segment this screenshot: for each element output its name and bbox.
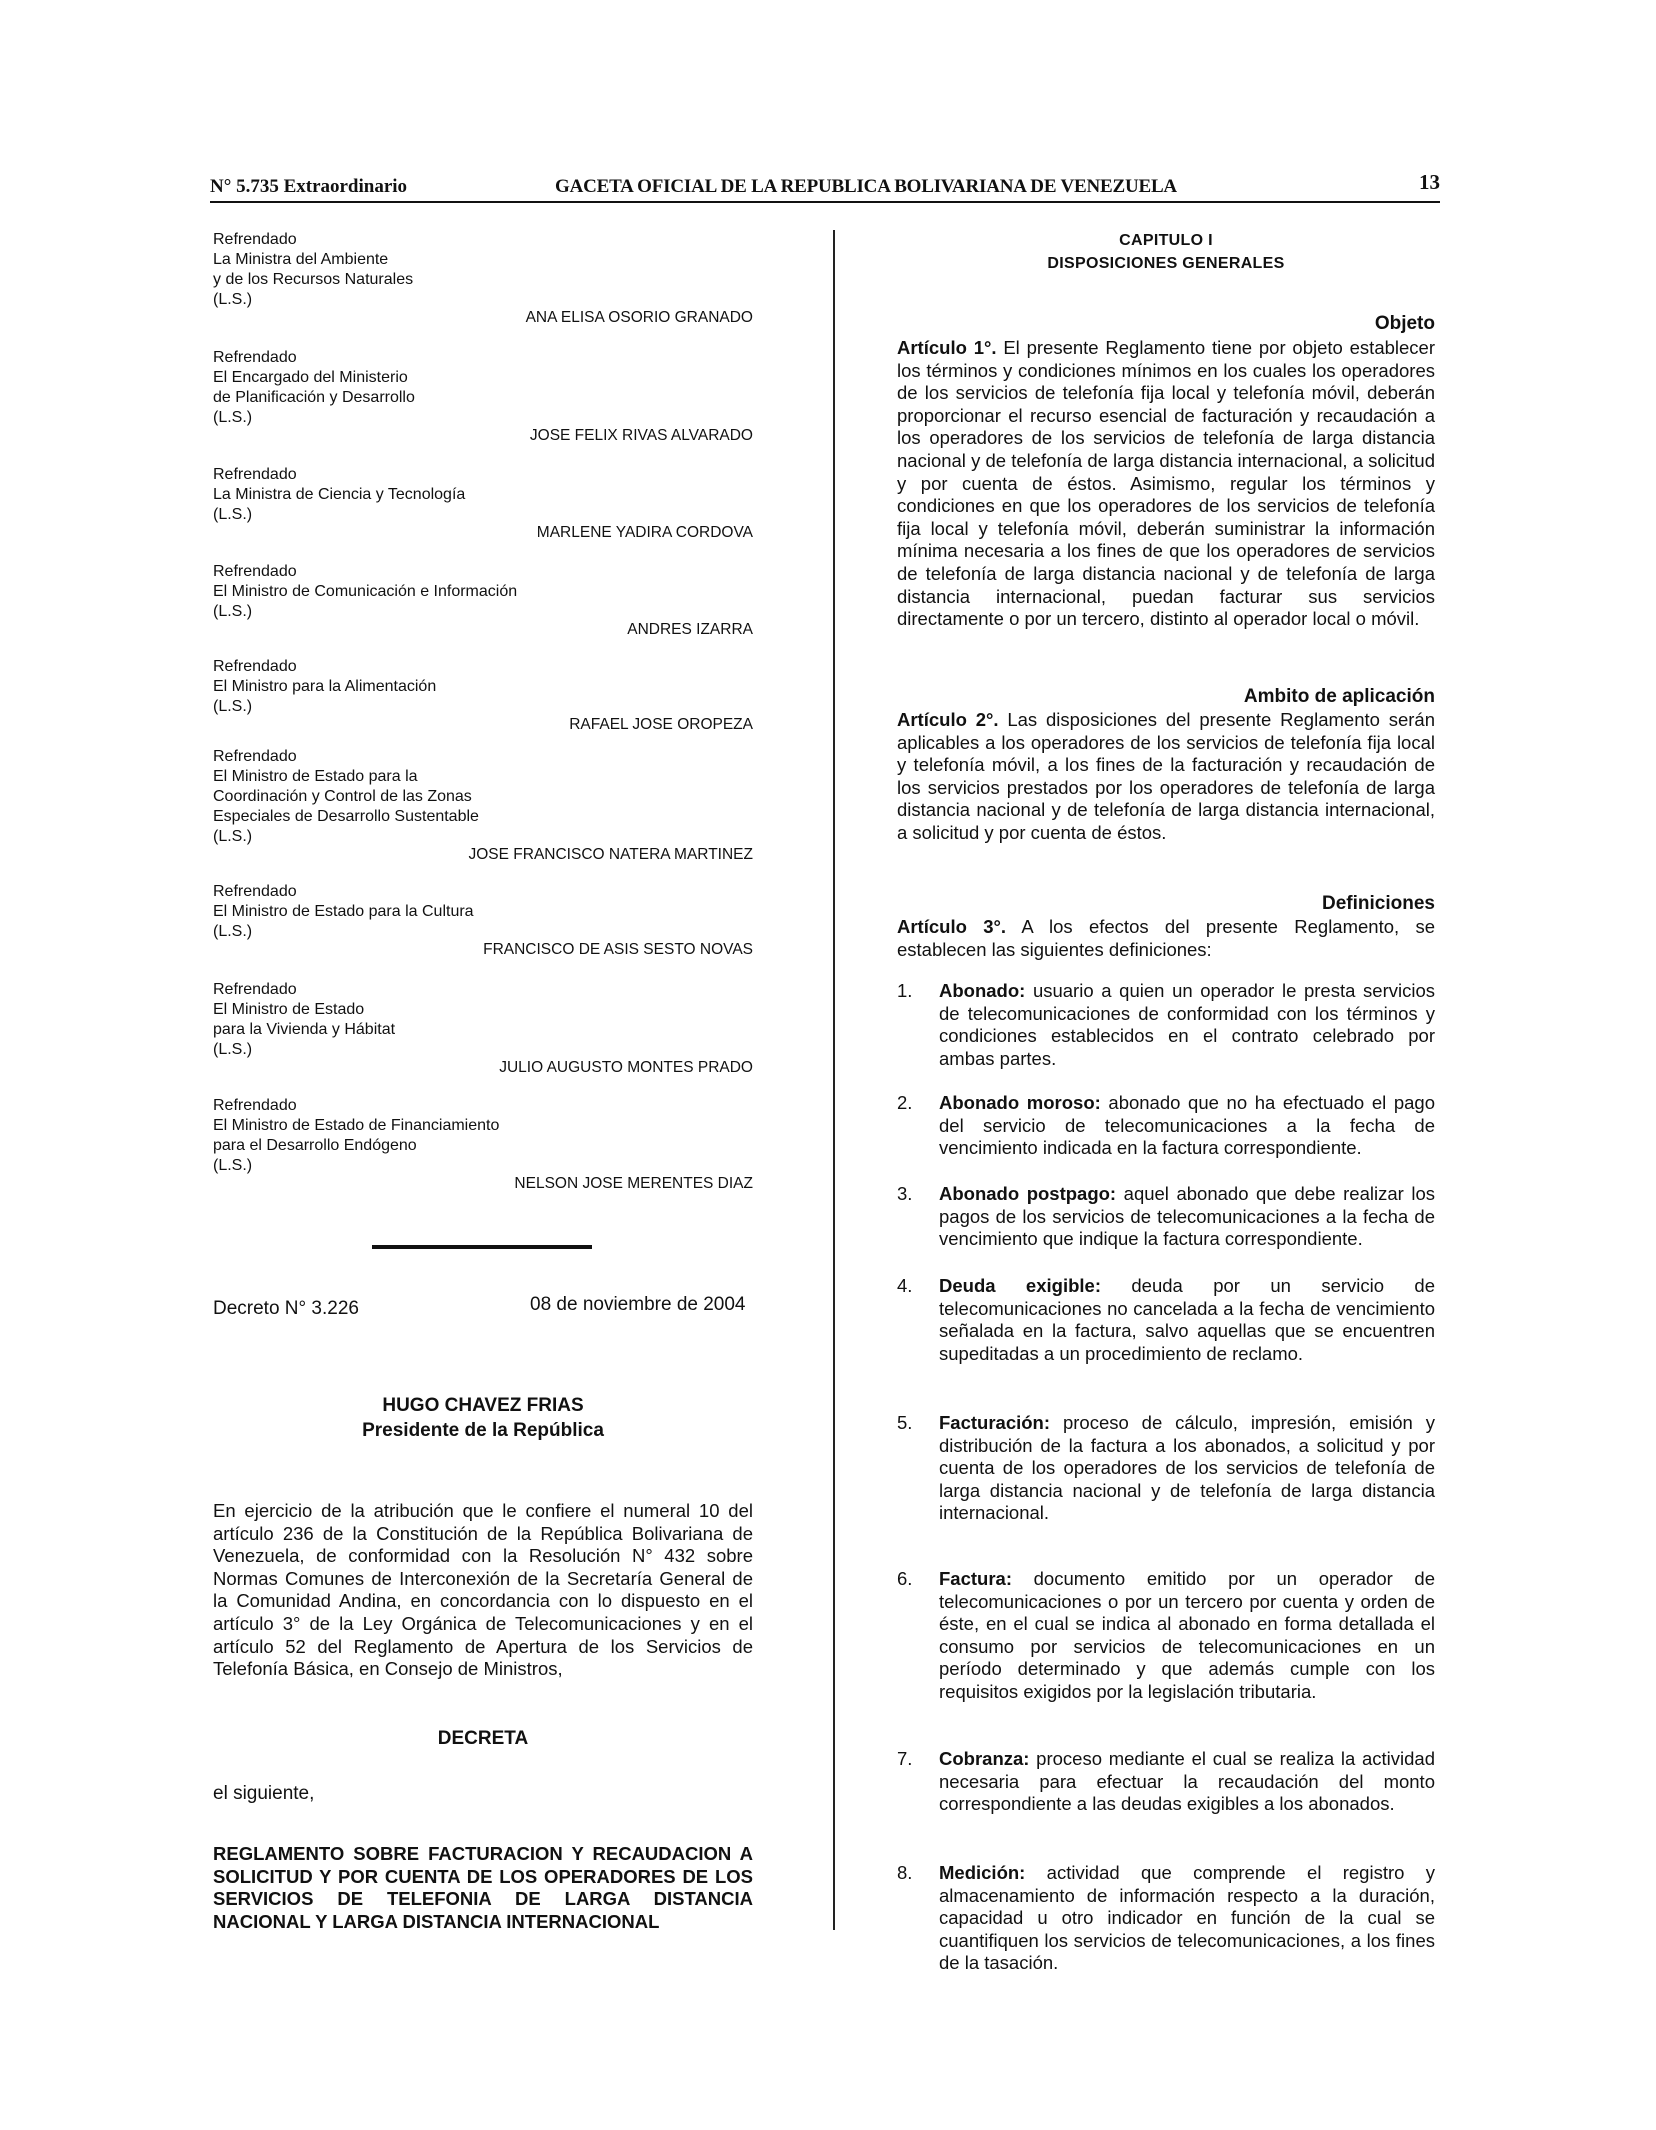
header-rule xyxy=(210,201,1440,203)
refrendado-line: (L.S.) xyxy=(213,291,253,308)
definition-term: Abonado postpago: xyxy=(939,1183,1117,1204)
refrendado-line: (L.S.) xyxy=(213,603,253,620)
refrendado-line: de Planificación y Desarrollo xyxy=(213,389,415,406)
decreta-heading: DECRETA xyxy=(437,1728,529,1749)
siguiente-text: el siguiente, xyxy=(213,1783,315,1804)
definition-term: Medición: xyxy=(939,1862,1026,1883)
article-heading: Ambito de aplicación xyxy=(1243,686,1435,707)
refrendado-line: Coordinación y Control de las Zonas xyxy=(213,788,472,805)
refrendado-line: (L.S.) xyxy=(213,409,253,426)
refrendado-line: para la Vivienda y Hábitat xyxy=(213,1021,396,1038)
refrendado-line: (L.S.) xyxy=(213,923,253,940)
definition-term: Abonado moroso: xyxy=(939,1092,1101,1113)
refrendado-line: (L.S.) xyxy=(213,506,253,523)
refrendado-line: El Ministro de Estado para la xyxy=(213,768,418,785)
signatory: JOSE FRANCISCO NATERA MARTINEZ xyxy=(468,846,753,863)
column-divider xyxy=(833,230,835,1930)
refrendado-label: Refrendado xyxy=(213,748,297,765)
refrendado-block xyxy=(213,230,753,326)
article-1 xyxy=(897,337,1435,631)
refrendado-block xyxy=(213,657,753,733)
definition-term: Deuda exigible: xyxy=(939,1275,1101,1296)
chapter-label: CAPITULO I xyxy=(1119,232,1213,249)
definition-number: 1. xyxy=(897,980,913,1001)
refrendado-line: Especiales de Desarrollo Sustentable xyxy=(213,808,479,825)
definition-number: 4. xyxy=(897,1275,913,1296)
definition-text: proceso de cálculo, impresión, emisión y distribución de la factura a los abonados, a solicitud y por cuenta de los operadores de los servicios de telefonía de larga distancia nacional y de telefonía de larga distancia internacional. xyxy=(939,1412,1435,1524)
refrendado-line: El Ministro de Estado xyxy=(213,1001,365,1018)
refrendado-line: El Encargado del Ministerio xyxy=(213,369,408,386)
article-text: A los efectos del presente Reglamento, se establecen las siguientes definiciones: xyxy=(897,916,1436,960)
signatory: FRANCISCO DE ASIS SESTO NOVAS xyxy=(483,941,753,958)
article-heading: Definiciones xyxy=(1322,893,1435,914)
refrendado-label: Refrendado xyxy=(213,466,297,483)
refrendado-label: Refrendado xyxy=(213,1097,297,1114)
definition-number: 8. xyxy=(897,1862,913,1883)
article-label: Artículo 1°. xyxy=(897,337,997,358)
refrendado-line: El Ministro de Comunicación e Información xyxy=(213,583,518,600)
article-text: Las disposiciones del presente Reglamento serán aplicables a los operadores de los servicios de telefonía fija local y telefonía móvil, a los fines de la facturación y recaudación de los servicios prestados por los operadores de telefonía de larga distancia nacional y de telefonía de larga distancia internacional, a solicitud y por cuenta de éstos. xyxy=(897,709,1435,843)
page-number: 13 xyxy=(1419,170,1440,194)
refrendado-line: (L.S.) xyxy=(213,698,253,715)
refrendado-line: La Ministra del Ambiente xyxy=(213,251,389,268)
refrendado-block xyxy=(213,1096,753,1192)
definition-term: Factura: xyxy=(939,1568,1012,1589)
signatory: JOSE FELIX RIVAS ALVARADO xyxy=(529,427,753,444)
signatory: ANA ELISA OSORIO GRANADO xyxy=(525,309,753,326)
refrendado-line: (L.S.) xyxy=(213,1157,253,1174)
definition-text: proceso mediante el cual se realiza la actividad necesaria para efectuar la recaudación del monto correspondiente a las deudas exigibles a los abonados. xyxy=(939,1748,1435,1815)
refrendado-block xyxy=(213,747,753,863)
signatory: RAFAEL JOSE OROPEZA xyxy=(569,716,753,733)
refrendado-block xyxy=(213,882,753,958)
definition-text: documento emitido por un operador de telecomunicaciones o por un tercero por cuenta y orden de éste, en el cual se indica al abonado en forma detallada el consumo por servicios de telecomunicaciones en un período determinado y que además cumple con los requisitos exigidos por la legislación tributaria. xyxy=(939,1568,1435,1702)
refrendado-line: (L.S.) xyxy=(213,828,253,845)
signatory: NELSON JOSE MERENTES DIAZ xyxy=(514,1175,753,1192)
refrendado-line: (L.S.) xyxy=(213,1041,253,1058)
preamble-paragraph: En ejercicio de la atribución que le confiere el numeral 10 del artículo 236 de la Constitución de la República Bolivariana de Venezuela, de conformidad con la Resolución N° 432 sobre Normas Comunes de Interconexión de la Secretaría General de la Comunidad Andina, en concordancia con lo dispuesto en el artículo 3° de la Ley Orgánica de Telecomunicaciones y en el artículo 52 del Reglamento de Apertura de los Servicios de Telefonía Básica, en Consejo de Ministros, xyxy=(213,1500,753,1680)
definition-term: Cobranza: xyxy=(939,1748,1030,1769)
article-heading: Objeto xyxy=(1374,313,1435,334)
definition-number: 7. xyxy=(897,1748,913,1769)
definition-number: 2. xyxy=(897,1092,913,1113)
regulation-title: REGLAMENTO SOBRE FACTURACION Y RECAUDACION A SOLICITUD Y POR CUENTA DE LOS OPERADORES DE LOS SERVICIOS DE TELEFONIA DE LARGA DISTANCIA NACIONAL Y LARGA DISTANCIA INTERNACIONAL xyxy=(213,1843,753,1932)
definition-number: 3. xyxy=(897,1183,913,1204)
article-3 xyxy=(897,916,1435,961)
refrendado-line: El Ministro de Estado para la Cultura xyxy=(213,903,474,920)
refrendado-label: Refrendado xyxy=(213,658,297,675)
refrendado-line: La Ministra de Ciencia y Tecnología xyxy=(213,486,466,503)
refrendado-label: Refrendado xyxy=(213,231,297,248)
refrendado-block xyxy=(213,562,753,638)
refrendado-label: Refrendado xyxy=(213,349,297,366)
signatory: MARLENE YADIRA CORDOVA xyxy=(536,524,753,541)
refrendado-label: Refrendado xyxy=(213,883,297,900)
refrendado-line: El Ministro para la Alimentación xyxy=(213,678,437,695)
gazette-title: GACETA OFICIAL DE LA REPUBLICA BOLIVARIANA DE VENEZUELA xyxy=(555,176,1177,197)
refrendado-line: y de los Recursos Naturales xyxy=(213,271,414,288)
definition-text: usuario a quien un operador le presta servicios de telecomunicaciones de conformidad con los términos y condiciones establecidos en el contrato celebrado por ambas partes. xyxy=(939,980,1435,1069)
refrendado-line: El Ministro de Estado de Financiamiento xyxy=(213,1117,500,1134)
decree-date: 08 de noviembre de 2004 xyxy=(530,1294,746,1315)
definition-text: aquel abonado que debe realizar los pagos de los servicios de telecomunicaciones a la fecha de vencimiento que indique la factura correspondiente. xyxy=(939,1183,1435,1250)
article-label: Artículo 2°. xyxy=(897,709,999,730)
issue-number: N° 5.735 Extraordinario xyxy=(210,176,408,197)
chapter-heading xyxy=(897,230,1435,275)
article-2 xyxy=(897,709,1435,845)
refrendado-block xyxy=(213,980,753,1076)
refrendado-label: Refrendado xyxy=(213,563,297,580)
definition-term: Abonado: xyxy=(939,980,1026,1001)
definition-number: 5. xyxy=(897,1412,913,1433)
chapter-title: DISPOSICIONES GENERALES xyxy=(1047,254,1285,272)
president-block xyxy=(213,1393,753,1443)
article-text: El presente Reglamento tiene por objeto establecer los términos y condiciones mínimos en los cuales los operadores de los servicios de telefonía fija local y telefonía móvil, deberán proporcionar el recurso esencial de facturación y recaudación a los operadores de los servicios de telefonía de larga distancia nacional y de telefonía de larga distancia internacional, a solicitud y por cuenta de éstos. Asimismo, regular los términos y condiciones en que los operadores de los servicios de telefonía fija local y telefonía móvil, deberán suministrar la información mínima necesaria a los fines de que los operadores de servicios de telefonía de larga distancia nacional y de telefonía de larga distancia internacional, puedan facturar sus servicios directamente o por un tercero, distinto al operador local o móvil. xyxy=(897,337,1435,630)
refrendado-block xyxy=(213,465,753,541)
refrendado-block xyxy=(213,348,753,444)
definition-text: actividad que comprende el registro y almacenamiento de información respecto a la duración, capacidad u otro indicador en función de la cual se cuantifiquen los servicios de telecomunicaciones, a los fines de la tasación. xyxy=(939,1862,1435,1974)
refrendado-label: Refrendado xyxy=(213,981,297,998)
definition-text: abonado que no ha efectuado el pago del servicio de telecomunicaciones a la fecha de vencimiento indicada en la factura correspondiente. xyxy=(939,1092,1435,1159)
president-title: Presidente de la República xyxy=(362,1420,604,1441)
definition-term: Facturación: xyxy=(939,1412,1051,1433)
signatory: ANDRES IZARRA xyxy=(627,621,753,638)
refrendado-line: para el Desarrollo Endógeno xyxy=(213,1137,417,1154)
definition-text: deuda por un servicio de telecomunicaciones no cancelada a la fecha de vencimiento señalada en la factura, salvo aquellas que se encuentren supeditadas a un procedimiento de reclamo. xyxy=(939,1275,1435,1364)
article-label: Artículo 3°. xyxy=(897,916,1007,937)
definition-number: 6. xyxy=(897,1568,913,1589)
signatory: JULIO AUGUSTO MONTES PRADO xyxy=(499,1059,753,1076)
president-name: HUGO CHAVEZ FRIAS xyxy=(382,1395,584,1416)
section-separator xyxy=(372,1245,592,1249)
decree-number: Decreto N° 3.226 xyxy=(213,1298,359,1319)
